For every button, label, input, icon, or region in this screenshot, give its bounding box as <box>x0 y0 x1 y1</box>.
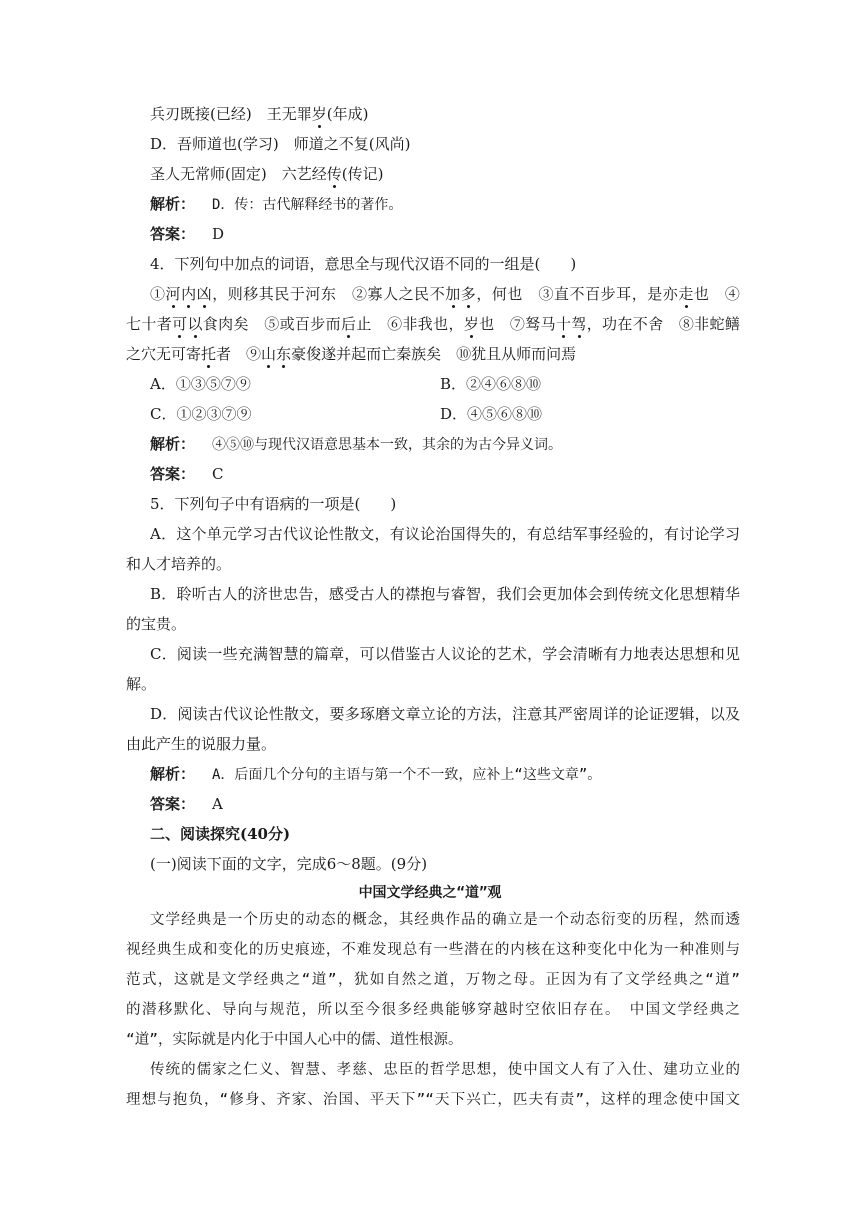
q5-option-a-line2: 和人才培养的。 <box>126 555 232 573</box>
q3-answer: 答案： D <box>150 225 225 243</box>
article-p2-line1: 传统的儒家之仁义、智慧、孝慈、忠臣的哲学思想，使中国文人有了入仕、建功立业的 <box>150 1062 740 1078</box>
q5-option-c-line1: C．阅读一些充满智慧的篇章，可以借鉴古人议论的艺术，学会清晰有力地表达思想和见 <box>150 645 740 663</box>
q5-analysis: 解析： A．后面几个分句的主语与第一个不一致，应补上“这些文章”。 <box>150 765 602 783</box>
q4-items-line1: ①河内凶，则移其民于河东 ②寡人之民不加多，何也 ③直不百步耳，是亦走也 ④ <box>150 285 740 303</box>
q4-items-line3: 之穴无可寄托者 ⑨山东豪俊遂并起而亡秦族矣 ⑩犹且从师而问焉 <box>126 345 577 363</box>
q4-stem: 4．下列句中加点的词语，意思全与现代汉语不同的一组是( ) <box>150 255 577 273</box>
emphasis-dot-char: 传 <box>326 165 342 183</box>
section-subheading: (一)阅读下面的文字，完成6～8题。(9分) <box>150 855 428 873</box>
q4-option-a: A．①③⑤⑦⑨ <box>150 375 251 393</box>
q5-stem: 5．下列句子中有语病的一项是( ) <box>150 495 397 513</box>
q5-option-b-line2: 的宝贵。 <box>126 615 187 633</box>
q5-option-d-line1: D．阅读古代议论性散文，要多琢磨文章立论的方法，注意其严密周详的论证逻辑，以及 <box>150 705 740 723</box>
q4-analysis: 解析： ④⑤⑩与现代汉语意思基本一致，其余的为古今异义词。 <box>150 435 562 453</box>
article-title: 中国文学经典之“道”观 <box>358 885 502 901</box>
q5-option-a-line1: A．这个单元学习古代议论性散文，有议论治国得失的，有总结军事经验的，有讨论学习 <box>150 525 740 543</box>
q3-option-d-line2: 圣人无常师(固定) 六艺经传(传记) <box>150 165 384 183</box>
article-p1-line4: 的潜移默化、导向与规范，所以至今很多经典能够穿越时空依旧存在。 中国文学经典之 <box>126 1002 740 1018</box>
q4-items-line2: 七十者可以食肉矣 ⑤或百步而后止 ⑥非我也，岁也 ⑦驽马十驾，功在不舍 ⑧非蛇鳝 <box>126 315 740 333</box>
article-p1-line3: 范式，这就是文学经典之“道”，犹如自然之道，万物之母。正因为有了文学经典之“道” <box>126 972 740 988</box>
q3-option-d-line1: D．吾师道也(学习) 师道之不复(风尚) <box>150 135 411 153</box>
article-p1-line2: 视经典生成和变化的历史痕迹，不难发现总有一些潜在的内核在这种变化中化为一种准则与 <box>126 942 740 958</box>
q5-answer: 答案： A <box>150 795 223 813</box>
article-p1-line1: 文学经典是一个历史的动态的概念，其经典作品的确立是一个动态衍变的历程，然而透 <box>150 912 740 928</box>
article-p1-line5: “道”，实际就是内化于中国人心中的儒、道性根源。 <box>126 1032 463 1048</box>
emphasis-dot-char: 岁 <box>311 105 327 123</box>
q4-option-c: C．①②③⑦⑨ <box>150 405 252 423</box>
q3-option-c-line2: 兵刃既接(已经) 王无罪岁(年成) <box>150 105 369 123</box>
section-heading: 二、阅读探究(40分) <box>150 825 291 843</box>
article-p2-line2: 理想与抱负，“修身、齐家、治国、平天下”“天下兴亡，匹夫有责”，这样的理念使中国文 <box>126 1092 740 1108</box>
q5-option-b-line1: B．聆听古人的济世忠告，感受古人的襟抱与睿智，我们会更加体会到传统文化思想精华 <box>150 585 740 603</box>
q4-answer: 答案： C <box>150 465 224 483</box>
q3-analysis: 解析： D．传：古代解释经书的著作。 <box>150 195 403 213</box>
q5-option-d-line2: 由此产生的说服力量。 <box>126 735 277 753</box>
q4-option-b: B．②④⑥⑧⑩ <box>440 375 542 393</box>
q5-option-c-line2: 解。 <box>126 675 157 693</box>
q4-option-d: D．④⑤⑥⑧⑩ <box>440 405 543 423</box>
